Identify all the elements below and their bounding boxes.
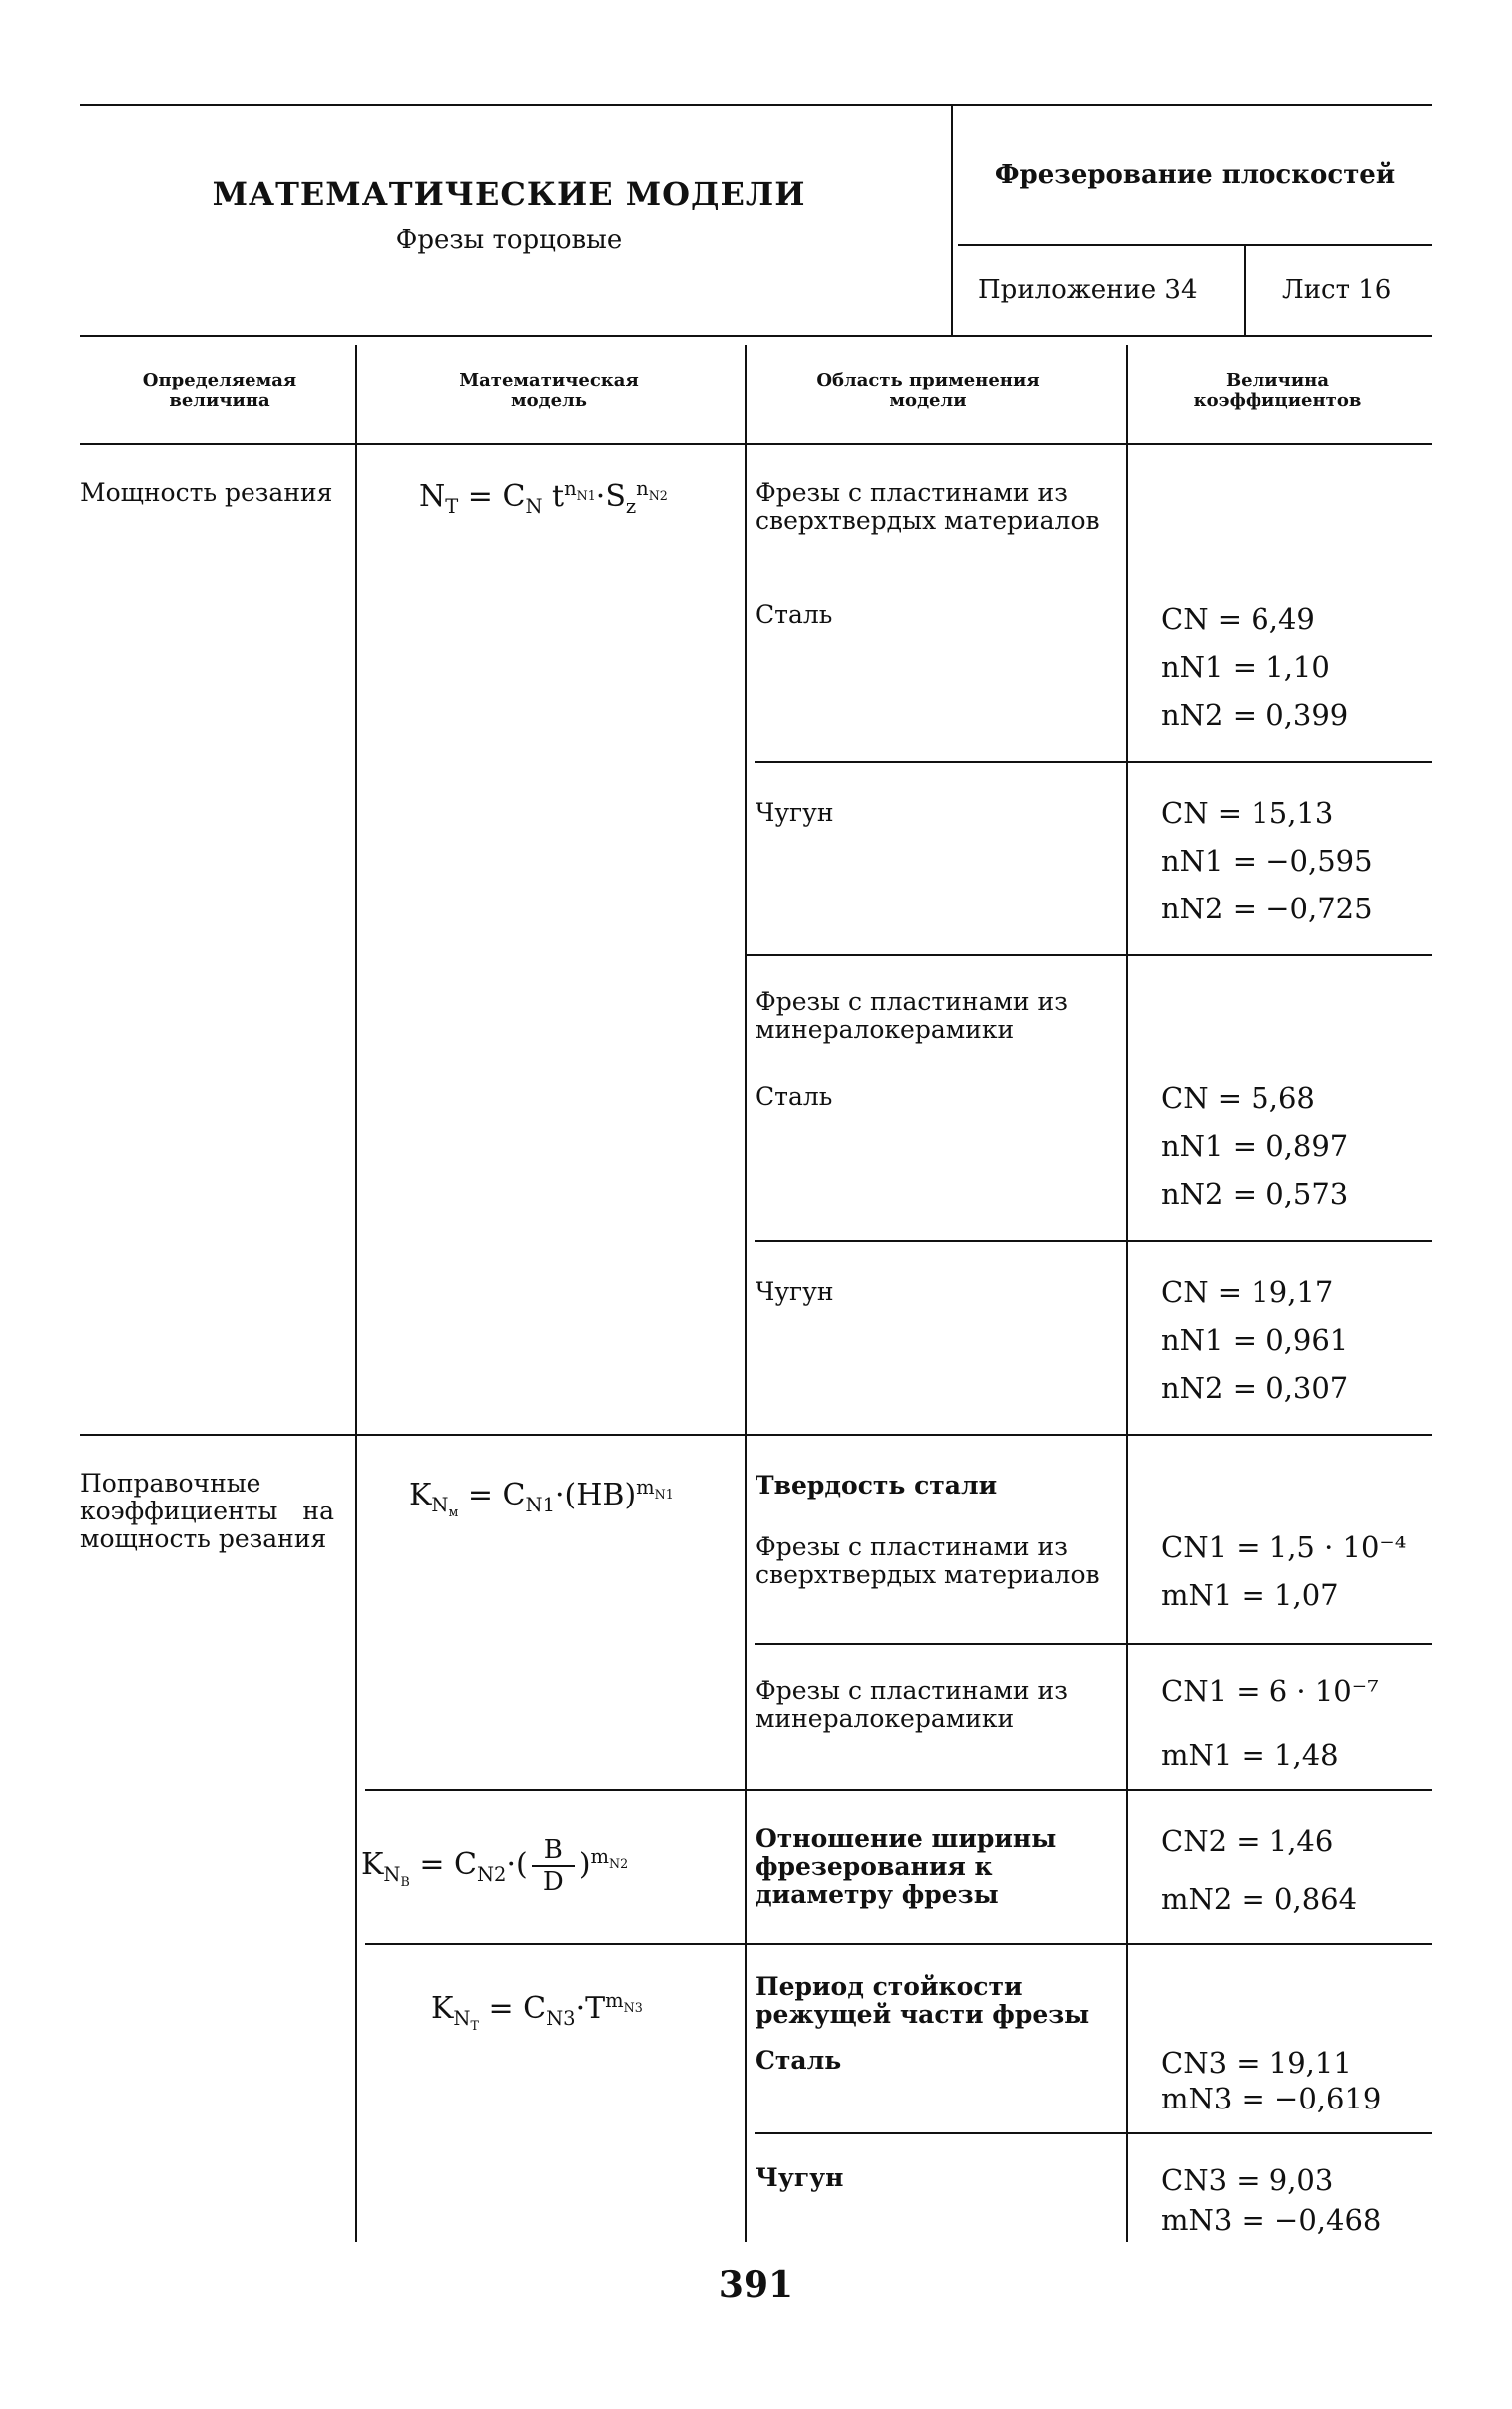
material-iron-1: Чугун [756, 798, 834, 827]
coef-nn1-3: nN1 = 0,897 [1161, 1129, 1349, 1163]
page-number: 391 [718, 2264, 794, 2306]
row-rule-6 [365, 1943, 1432, 1945]
area-steel-hardness: Твердость стали [756, 1471, 998, 1500]
coef-nn2-4: nN2 = 0,307 [1161, 1371, 1349, 1405]
coef-cn3-2: CN3 = 9,03 [1161, 2163, 1334, 2197]
col-header-model: Математическая модель [459, 370, 639, 411]
row-rule-1 [755, 761, 1432, 763]
model-hardness: $K_{N_м} = C_{N1}\cdot(HB)^{m_{N1}}$ [409, 1476, 674, 1519]
header-inner-rule [958, 244, 1432, 246]
col-header-rule [80, 443, 1432, 445]
coef-nn2-3: nN2 = 0,573 [1161, 1177, 1349, 1211]
material-iron-2: Чугун [756, 1277, 834, 1306]
coef-cn-4: CN = 19,17 [1161, 1275, 1334, 1309]
area-superhard-2: Фрезы с пластинами из сверхтвердых материалов [756, 1532, 1100, 1589]
model-tool-life: $K_{N_T} = C_{N3}\cdot T^{m_{N3}}$ [431, 1989, 643, 2033]
quantity-cutting-power: Мощность резания [80, 478, 333, 507]
row-rule-7 [755, 2132, 1432, 2134]
header-bottom-rule [80, 335, 1432, 337]
material-iron-3: Чугун [756, 2163, 844, 2192]
col-line-2 [745, 345, 747, 2242]
quantity-correction: Поправочные коэффициенты на мощность резания [80, 1469, 334, 1553]
col-header-area: Область применения модели [816, 370, 1040, 411]
coef-mn1-2: mN1 = 1,48 [1161, 1738, 1339, 1772]
top-rule [80, 104, 1432, 106]
row-rule-2 [745, 954, 1432, 956]
coef-cn-1: CN = 6,49 [1161, 602, 1315, 636]
coef-nn2-1: nN2 = 0,399 [1161, 698, 1349, 732]
col-line-3 [1126, 345, 1128, 2242]
section-rule [80, 1434, 1432, 1436]
section-name: Фрезерование плоскостей [994, 160, 1396, 190]
coef-cn1-2: CN1 = 6 · 10⁻⁷ [1161, 1674, 1379, 1708]
row-rule-3 [755, 1240, 1432, 1242]
col-line-1 [355, 345, 357, 2242]
coef-nn1-4: nN1 = 0,961 [1161, 1323, 1349, 1357]
coef-nn2-2: nN2 = −0,725 [1161, 892, 1373, 925]
area-mineral-ceramic-2: Фрезы с пластинами из минералокерамики [756, 1676, 1068, 1733]
row-rule-5 [365, 1789, 1432, 1791]
coef-cn1-1: CN1 = 1,5 · 10⁻⁴ [1161, 1530, 1407, 1564]
coef-cn-2: CN = 15,13 [1161, 796, 1334, 830]
material-steel-2: Сталь [756, 1082, 833, 1111]
area-width-ratio: Отношение ширины фрезерования к диаметру фрезы [756, 1824, 1057, 1909]
coef-mn1-1: mN1 = 1,07 [1161, 1578, 1339, 1612]
col-header-quantity: Определяемая величина [142, 370, 297, 411]
col-header-coefs: Величина коэффициентов [1193, 370, 1362, 411]
coef-mn3-1: mN3 = −0,619 [1161, 2082, 1382, 2115]
coef-mn3-2: mN3 = −0,468 [1161, 2203, 1382, 2237]
row-rule-4 [755, 1643, 1432, 1645]
material-steel-3: Сталь [756, 2046, 842, 2075]
sheet-label: Лист 16 [1282, 275, 1392, 304]
coef-cn2: CN2 = 1,46 [1161, 1824, 1334, 1858]
coef-mn2: mN2 = 0,864 [1161, 1882, 1358, 1916]
header-sheet-divider [1244, 244, 1246, 335]
page-title: МАТЕМАТИЧЕСКИЕ МОДЕЛИ [212, 175, 806, 213]
model-cutting-power: $N_T = C_N$ $t^{n_{N1}}\cdot S_z^{n_{N2}}$ [419, 477, 668, 518]
coef-nn1-2: nN1 = −0,595 [1161, 844, 1373, 878]
appendix-label: Приложение 34 [978, 275, 1198, 304]
page-subtitle: Фрезы торцовые [395, 225, 623, 255]
area-tool-life: Период стойкости режущей части фрезы [756, 1972, 1090, 2029]
coef-cn-3: CN = 5,68 [1161, 1081, 1315, 1115]
coef-nn1-1: nN1 = 1,10 [1161, 650, 1330, 684]
group-mineral-ceramic: Фрезы с пластинами из минералокерамики [756, 987, 1068, 1044]
header-divider [951, 104, 953, 335]
coef-cn3-1: CN3 = 19,11 [1161, 2046, 1352, 2080]
material-steel-1: Сталь [756, 600, 833, 629]
group-superhard: Фрезы с пластинами из сверхтвердых материалов [756, 478, 1100, 535]
model-width-ratio: $K_{N_B} = C_{N2}\cdot$( $\frac{B}{D}$ )$^{m_{N2}}$ [361, 1835, 629, 1897]
